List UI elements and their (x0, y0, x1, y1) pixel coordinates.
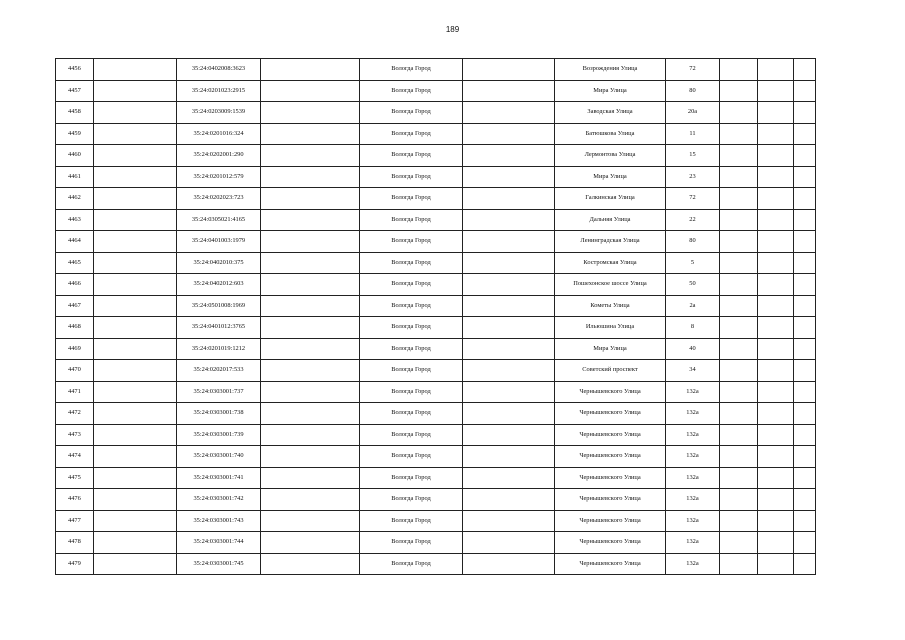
cell-empty (261, 231, 360, 253)
cell-empty (720, 510, 758, 532)
cell-empty (720, 123, 758, 145)
cell-cadastral-number: 35:24:0501008:1969 (177, 295, 261, 317)
cell-empty (758, 424, 794, 446)
cell-empty (261, 532, 360, 554)
cell-empty (261, 145, 360, 167)
cell-empty (463, 532, 555, 554)
cell-row-number: 4465 (56, 252, 94, 274)
table-row (56, 381, 816, 403)
cell-house: 132а (666, 510, 720, 532)
cell-empty (794, 102, 816, 124)
table-row (56, 102, 816, 124)
cell-house: 5 (666, 252, 720, 274)
cell-empty (720, 338, 758, 360)
cell-cadastral-number: 35:24:0303001:741 (177, 467, 261, 489)
table-row (56, 510, 816, 532)
cell-city: Вологда Город (360, 231, 463, 253)
cell-empty (794, 80, 816, 102)
cell-house: 132а (666, 381, 720, 403)
cell-empty (758, 145, 794, 167)
cell-city: Вологда Город (360, 59, 463, 81)
cell-empty (463, 510, 555, 532)
cell-empty (758, 123, 794, 145)
cell-empty (261, 317, 360, 339)
cell-cadastral-number: 35:24:0402012:603 (177, 274, 261, 296)
cell-empty (720, 295, 758, 317)
cell-empty (720, 145, 758, 167)
cell-street: Чернышевского Улица (555, 381, 666, 403)
cell-house: 132а (666, 553, 720, 575)
cell-empty (94, 467, 177, 489)
cell-cadastral-number: 35:24:0402008:3623 (177, 59, 261, 81)
cell-empty (463, 553, 555, 575)
cell-street: Чернышевского Улица (555, 532, 666, 554)
cell-empty (94, 360, 177, 382)
table-row (56, 209, 816, 231)
cell-row-number: 4467 (56, 295, 94, 317)
table-row (56, 446, 816, 468)
cell-empty (94, 510, 177, 532)
cell-city: Вологда Город (360, 532, 463, 554)
cell-house: 15 (666, 145, 720, 167)
cell-city: Вологда Город (360, 424, 463, 446)
cell-city: Вологда Город (360, 317, 463, 339)
cell-house: 40 (666, 338, 720, 360)
cell-empty (794, 467, 816, 489)
cell-empty (463, 209, 555, 231)
cell-street: Батюшкова Улица (555, 123, 666, 145)
cell-empty (794, 489, 816, 511)
cell-empty (758, 188, 794, 210)
cell-row-number: 4462 (56, 188, 94, 210)
cell-cadastral-number: 35:24:0303001:740 (177, 446, 261, 468)
cell-row-number: 4461 (56, 166, 94, 188)
cell-empty (94, 317, 177, 339)
cell-empty (94, 80, 177, 102)
cell-empty (720, 59, 758, 81)
cell-empty (794, 553, 816, 575)
cell-empty (261, 59, 360, 81)
table-row (56, 467, 816, 489)
cell-empty (463, 231, 555, 253)
cell-empty (463, 59, 555, 81)
cell-empty (463, 252, 555, 274)
cell-empty (463, 489, 555, 511)
cell-cadastral-number: 35:24:0303001:743 (177, 510, 261, 532)
cell-empty (794, 360, 816, 382)
cell-empty (261, 102, 360, 124)
cell-house: 132а (666, 489, 720, 511)
table-row (56, 489, 816, 511)
cell-empty (794, 381, 816, 403)
cell-empty (463, 80, 555, 102)
cell-street: Ильюшина Улица (555, 317, 666, 339)
cell-empty (94, 553, 177, 575)
cell-empty (720, 209, 758, 231)
table-row (56, 295, 816, 317)
cell-city: Вологда Город (360, 188, 463, 210)
cell-street: Советский проспект (555, 360, 666, 382)
cell-empty (94, 59, 177, 81)
cell-cadastral-number: 35:24:0201023:2915 (177, 80, 261, 102)
cell-street: Чернышевского Улица (555, 403, 666, 425)
cell-street: Мира Улица (555, 80, 666, 102)
table-row (56, 59, 816, 81)
cell-cadastral-number: 35:24:0303001:737 (177, 381, 261, 403)
cell-city: Вологда Город (360, 102, 463, 124)
cell-empty (261, 381, 360, 403)
cell-house: 80 (666, 80, 720, 102)
cell-empty (463, 338, 555, 360)
cell-street: Кометы Улица (555, 295, 666, 317)
cell-empty (794, 231, 816, 253)
cell-empty (758, 295, 794, 317)
cell-empty (261, 166, 360, 188)
cell-house: 11 (666, 123, 720, 145)
cell-street: Чернышевского Улица (555, 489, 666, 511)
table-row (56, 553, 816, 575)
cell-street: Ленинградская Улица (555, 231, 666, 253)
cell-empty (261, 553, 360, 575)
cell-row-number: 4477 (56, 510, 94, 532)
cell-empty (463, 123, 555, 145)
cell-row-number: 4475 (56, 467, 94, 489)
cell-city: Вологда Город (360, 252, 463, 274)
cell-row-number: 4458 (56, 102, 94, 124)
cell-row-number: 4469 (56, 338, 94, 360)
cell-empty (261, 338, 360, 360)
cell-row-number: 4460 (56, 145, 94, 167)
cell-row-number: 4472 (56, 403, 94, 425)
cell-row-number: 4464 (56, 231, 94, 253)
cell-empty (463, 145, 555, 167)
cell-empty (720, 317, 758, 339)
registry-body (56, 59, 816, 575)
cell-row-number: 4459 (56, 123, 94, 145)
table-row (56, 188, 816, 210)
cell-empty (758, 252, 794, 274)
cell-empty (794, 274, 816, 296)
table-row (56, 360, 816, 382)
cell-row-number: 4463 (56, 209, 94, 231)
cell-house: 50 (666, 274, 720, 296)
cell-city: Вологда Город (360, 360, 463, 382)
cell-street: Чернышевского Улица (555, 446, 666, 468)
table-row (56, 252, 816, 274)
cell-empty (720, 467, 758, 489)
cell-empty (794, 295, 816, 317)
cell-house: 23 (666, 166, 720, 188)
cell-empty (94, 532, 177, 554)
cell-house: 22 (666, 209, 720, 231)
cell-empty (94, 166, 177, 188)
cell-empty (720, 489, 758, 511)
cell-city: Вологда Город (360, 510, 463, 532)
cell-row-number: 4468 (56, 317, 94, 339)
cell-cadastral-number: 35:24:0402010:375 (177, 252, 261, 274)
cell-street: Дальняя Улица (555, 209, 666, 231)
cell-empty (463, 403, 555, 425)
cell-city: Вологда Город (360, 274, 463, 296)
cell-empty (261, 510, 360, 532)
cell-cadastral-number: 35:24:0401012:3765 (177, 317, 261, 339)
cell-empty (758, 231, 794, 253)
cell-city: Вологда Город (360, 209, 463, 231)
cell-empty (463, 467, 555, 489)
cell-cadastral-number: 35:24:0201016:324 (177, 123, 261, 145)
registry-table (55, 58, 816, 575)
table-row (56, 274, 816, 296)
cell-empty (758, 102, 794, 124)
cell-row-number: 4456 (56, 59, 94, 81)
cell-house: 132а (666, 446, 720, 468)
cell-empty (261, 446, 360, 468)
table-row (56, 123, 816, 145)
cell-cadastral-number: 35:24:0305021:4165 (177, 209, 261, 231)
cell-empty (758, 166, 794, 188)
cell-empty (758, 403, 794, 425)
cell-city: Вологда Город (360, 338, 463, 360)
cell-empty (94, 209, 177, 231)
cell-empty (720, 102, 758, 124)
cell-empty (794, 145, 816, 167)
cell-house: 132а (666, 424, 720, 446)
cell-empty (720, 231, 758, 253)
cell-empty (261, 424, 360, 446)
cell-empty (720, 424, 758, 446)
cell-cadastral-number: 35:24:0202001:290 (177, 145, 261, 167)
cell-city: Вологда Город (360, 553, 463, 575)
cell-empty (720, 360, 758, 382)
cell-empty (794, 317, 816, 339)
cell-city: Вологда Город (360, 123, 463, 145)
cell-empty (94, 123, 177, 145)
cell-empty (261, 360, 360, 382)
table-row (56, 145, 816, 167)
cell-empty (463, 317, 555, 339)
cell-house: 34 (666, 360, 720, 382)
cell-empty (94, 274, 177, 296)
table-row (56, 166, 816, 188)
cell-city: Вологда Город (360, 295, 463, 317)
cell-city: Вологда Город (360, 446, 463, 468)
cell-city: Вологда Город (360, 166, 463, 188)
cell-city: Вологда Город (360, 80, 463, 102)
cell-empty (720, 403, 758, 425)
cell-empty (794, 188, 816, 210)
cell-empty (94, 231, 177, 253)
cell-street: Пошехонское шоссе Улица (555, 274, 666, 296)
cell-cadastral-number: 35:24:0202023:723 (177, 188, 261, 210)
cell-empty (720, 446, 758, 468)
table-row (56, 532, 816, 554)
cell-empty (794, 59, 816, 81)
cell-cadastral-number: 35:24:0201012:579 (177, 166, 261, 188)
cell-cadastral-number: 35:24:0203009:1539 (177, 102, 261, 124)
cell-empty (94, 403, 177, 425)
cell-empty (720, 274, 758, 296)
cell-empty (463, 166, 555, 188)
cell-empty (261, 252, 360, 274)
cell-house: 20а (666, 102, 720, 124)
cell-empty (94, 188, 177, 210)
cell-empty (758, 489, 794, 511)
cell-empty (794, 123, 816, 145)
cell-empty (794, 338, 816, 360)
cell-city: Вологда Город (360, 381, 463, 403)
cell-cadastral-number: 35:24:0303001:742 (177, 489, 261, 511)
cell-empty (261, 274, 360, 296)
cell-street: Лермонтова Улица (555, 145, 666, 167)
table-row (56, 424, 816, 446)
cell-empty (758, 209, 794, 231)
cell-empty (261, 80, 360, 102)
table-row (56, 403, 816, 425)
cell-empty (794, 424, 816, 446)
cell-city: Вологда Город (360, 467, 463, 489)
cell-empty (758, 59, 794, 81)
cell-empty (94, 424, 177, 446)
cell-empty (94, 446, 177, 468)
cell-street: Возрождения Улица (555, 59, 666, 81)
cell-street: Мира Улица (555, 166, 666, 188)
cell-row-number: 4457 (56, 80, 94, 102)
cell-house: 72 (666, 59, 720, 81)
cell-empty (463, 102, 555, 124)
cell-house: 8 (666, 317, 720, 339)
cell-cadastral-number: 35:24:0303001:745 (177, 553, 261, 575)
cell-empty (261, 403, 360, 425)
cell-row-number: 4470 (56, 360, 94, 382)
cell-empty (463, 381, 555, 403)
cell-street: Костромская Улица (555, 252, 666, 274)
cell-street: Чернышевского Улица (555, 553, 666, 575)
cell-empty (794, 446, 816, 468)
cell-row-number: 4478 (56, 532, 94, 554)
cell-empty (94, 145, 177, 167)
cell-empty (758, 274, 794, 296)
cell-empty (758, 510, 794, 532)
cell-empty (261, 489, 360, 511)
cell-empty (94, 338, 177, 360)
cell-empty (758, 467, 794, 489)
cell-empty (94, 295, 177, 317)
cell-city: Вологда Город (360, 489, 463, 511)
cell-empty (261, 467, 360, 489)
cell-row-number: 4474 (56, 446, 94, 468)
cell-empty (794, 532, 816, 554)
cell-cadastral-number: 35:24:0202017:533 (177, 360, 261, 382)
cell-empty (794, 252, 816, 274)
cell-street: Заводская Улица (555, 102, 666, 124)
cell-empty (261, 123, 360, 145)
page-number: 189 (445, 25, 460, 34)
cell-empty (94, 102, 177, 124)
cell-house: 80 (666, 231, 720, 253)
cell-house: 132а (666, 467, 720, 489)
cell-empty (463, 274, 555, 296)
cell-empty (758, 317, 794, 339)
cell-empty (758, 553, 794, 575)
cell-empty (720, 553, 758, 575)
cell-street: Галкинская Улица (555, 188, 666, 210)
cell-empty (758, 381, 794, 403)
cell-empty (463, 446, 555, 468)
cell-city: Вологда Город (360, 403, 463, 425)
cell-street: Мира Улица (555, 338, 666, 360)
cell-empty (758, 532, 794, 554)
cell-cadastral-number: 35:24:0201019:1212 (177, 338, 261, 360)
cell-street: Чернышевского Улица (555, 424, 666, 446)
cell-row-number: 4479 (56, 553, 94, 575)
cell-empty (720, 80, 758, 102)
cell-house: 2а (666, 295, 720, 317)
cell-empty (758, 446, 794, 468)
cell-empty (463, 188, 555, 210)
cell-empty (720, 381, 758, 403)
cell-city: Вологда Город (360, 145, 463, 167)
cell-empty (758, 360, 794, 382)
cell-empty (463, 360, 555, 382)
cell-house: 72 (666, 188, 720, 210)
cell-cadastral-number: 35:24:0401003:1979 (177, 231, 261, 253)
cell-empty (463, 424, 555, 446)
cell-empty (758, 338, 794, 360)
cell-row-number: 4466 (56, 274, 94, 296)
cell-house: 132а (666, 403, 720, 425)
cell-empty (261, 209, 360, 231)
cell-street: Чернышевского Улица (555, 467, 666, 489)
cell-row-number: 4476 (56, 489, 94, 511)
table-row (56, 338, 816, 360)
cell-empty (94, 252, 177, 274)
cell-empty (94, 489, 177, 511)
cell-row-number: 4471 (56, 381, 94, 403)
cell-empty (720, 166, 758, 188)
cell-empty (720, 188, 758, 210)
cell-cadastral-number: 35:24:0303001:738 (177, 403, 261, 425)
cell-cadastral-number: 35:24:0303001:744 (177, 532, 261, 554)
cell-street: Чернышевского Улица (555, 510, 666, 532)
cell-empty (261, 188, 360, 210)
cell-empty (463, 295, 555, 317)
table-row (56, 317, 816, 339)
cell-empty (720, 532, 758, 554)
cell-empty (794, 166, 816, 188)
cell-row-number: 4473 (56, 424, 94, 446)
cell-house: 132а (666, 532, 720, 554)
table-row (56, 231, 816, 253)
cell-empty (94, 381, 177, 403)
cell-cadastral-number: 35:24:0303001:739 (177, 424, 261, 446)
table-row (56, 80, 816, 102)
cell-empty (794, 403, 816, 425)
cell-empty (720, 252, 758, 274)
cell-empty (794, 510, 816, 532)
cell-empty (758, 80, 794, 102)
cell-empty (794, 209, 816, 231)
cell-empty (261, 295, 360, 317)
